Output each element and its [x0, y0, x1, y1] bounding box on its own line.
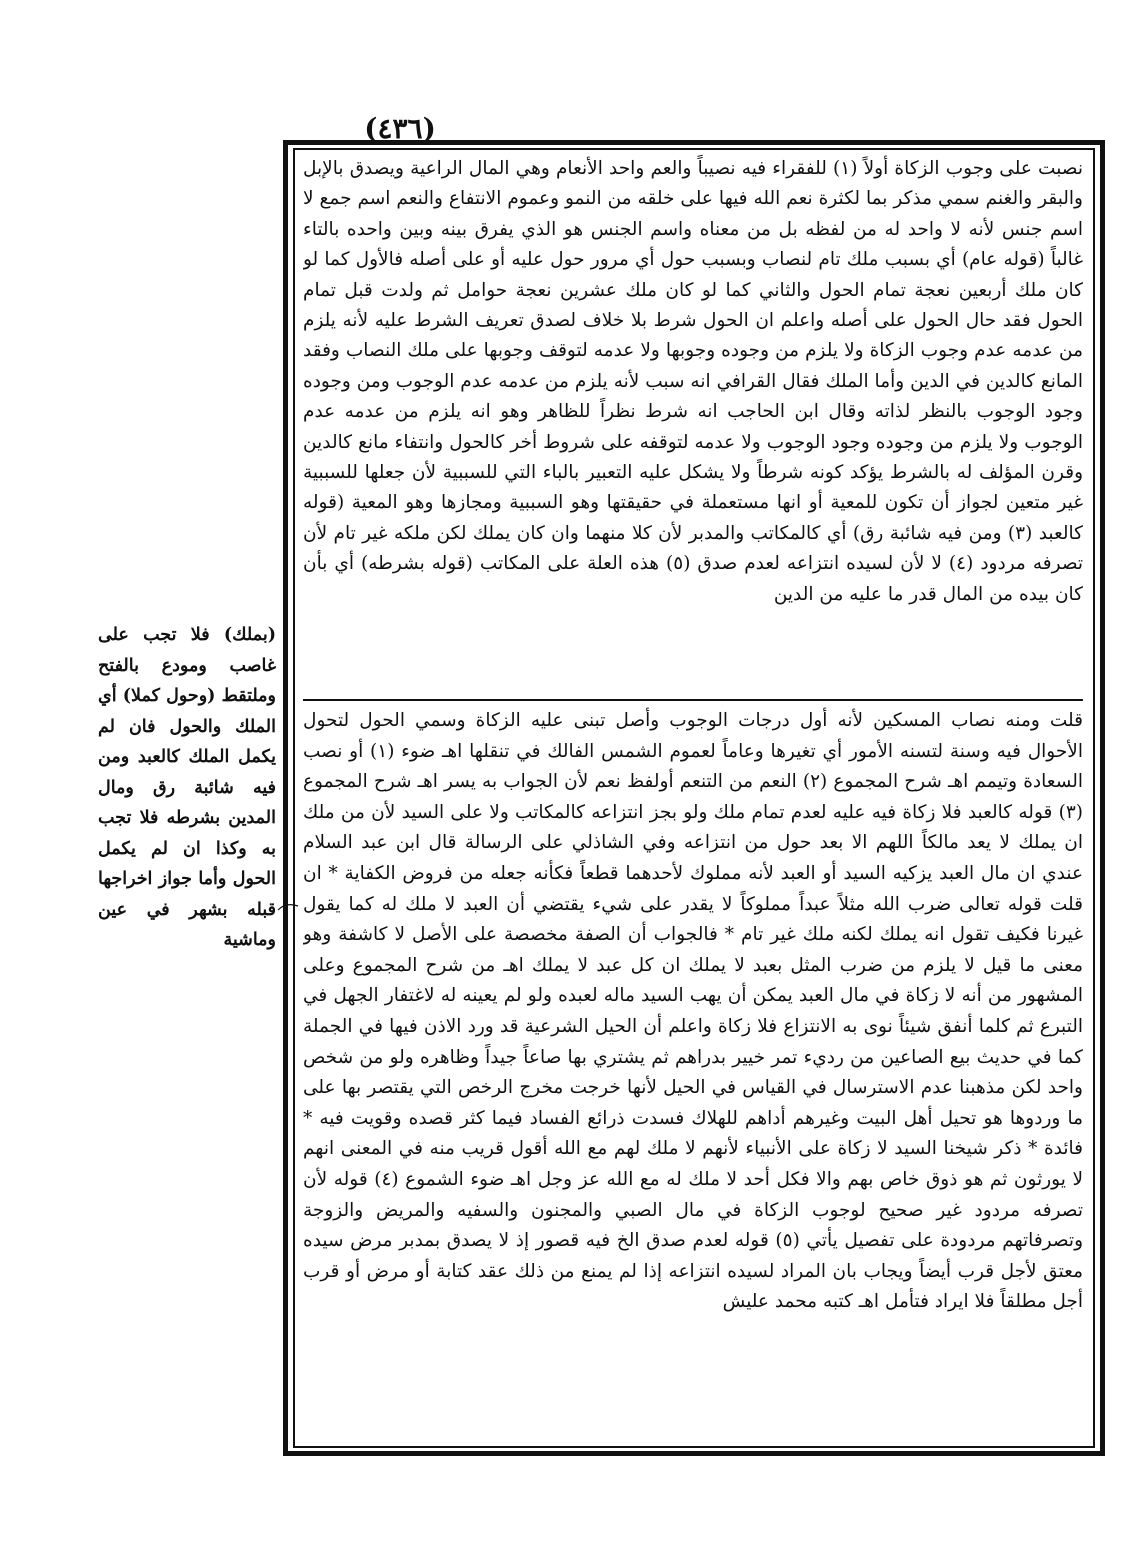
- footnotes-section: [303, 706, 1083, 1438]
- main-paragraph: نصبت على وجوب الزكاة أولاً (١) للفقراء فيه نصيباً والعم واحد الأنعام وهي المال الراعية ويصدق بالإبل والبقر والغنم سمي مذكر بما لكثرة نعم الله فيها على خلقه من النمو وعموم الانتفاع والنعم اسم جمع لا اسم جنس لأنه لا واحد له من لفظه بل من معناه واسم الجنس هو الذي يفرق بينه وبين واحده بالتاء غالباً (قوله عام) أي بسبب ملك تام لنصاب وبسبب حول أي مرور حول عليه أو على أصله فالأول كما لو كان ملك أربعين نعجة تمام الحول والثاني كما لو كان ملك عشرين نعجة حوامل ثم ولدت قبل تمام الحول فقد حال الحول على أصله واعلم ان الحول شرط بلا خلاف لصدق تعريف الشرط عليه لأنه يلزم من عدمه عدم وجوب الزكاة ولا يلزم من وجوده وجوبها ولا عدمه لتوقف وجوبها على ملك النصاب وفقد المانع كالدين في الدين وأما الملك فقال القرافي انه سبب لأنه يلزم من عدمه عدم الوجوب ومن وجوده وجود الوجوب بالنظر لذاته وقال ابن الحاجب انه شرط نظراً للظاهر وهو انه يلزم من عدمه عدم الوجوب ولا يلزم من وجوده وجود الوجوب ولا عدمه لتوقفه على شروط أخر كالحول وانتفاء مانع كالدين وقرن المؤلف له بالشرط يؤكد كونه شرطاً ولا يشكل عليه التعبير بالباء التي للسببية لأن جعلها للسببية غير متعين لجواز أن تكون للمعية أو انها مستعملة في حقيقتها وهو السببية ومجازها وهو المعية (قوله كالعبد (٣) ومن فيه شائبة رق) أي كالمكاتب والمدبر لأن كلا منهما وان كان يملك لكن ملكه غير تام لأن تصرفه مردود (٤) لا لأن لسيده انتزاعه لعدم صدق (٥) هذه العلة على المكاتب (قوله بشرطه) أي بأن كان بيده من المال قدر ما عليه من الدين: [303, 158, 1083, 605]
- margin-pointer-icon: [276, 900, 300, 920]
- margin-matn-text: (بملك) فلا تجب على غاصب ومودع بالفتح وملتقط (وحول كملا) أي الملك والحول فان لم يكمل الملك كالعبد ومن فيه شائبة رق ومال المدين بشرطه فلا تجب به وكذا ان لم يكمل الحول وأما جواز اخراجها قبله بشهر في عين وماشية: [98, 625, 276, 950]
- page-number: (٤٣٦): [364, 112, 436, 145]
- main-commentary-text: [303, 154, 1083, 688]
- footnote-divider: [303, 699, 1083, 701]
- footnote-paragraph: قلت ومنه نصاب المسكين لأنه أول درجات الوجوب وأصل تبنى عليه الزكاة وسمي الحول لتحول الأحوال فيه وسنة لتسنه الأمور أي تغيرها وعاماً لعموم الشمس الفالك في تنقلها اهـ ضوء (١) أو نصب السعادة وتيمم اهـ شرح المجموع (٢) النعم من التنعم أولفظ نعم لأن الجواب به يسر اهـ شرح المجموع (٣) قوله كالعبد فلا زكاة فيه عليه لعدم تمام ملك ولو بجز انتزاعه كالمكاتب ولا على السيد لأن من ملك ان يملك لا يعد مالكاً اللهم الا بعد حول من انتزاعه وفي الشاذلي على الرسالة قال ابن عبد السلام عندي ان مال العبد يزكيه السيد أو العبد لأنه مملوك لأحدهما قطعاً فكأنه جعله من فروض الكفاية * ان قلت قوله تعالى ضرب الله مثلاً عبداً مملوكاً لا يقدر على شيء يقتضي أن العبد لا ملك له كما يقول غيرنا فكيف تقول انه يملك لكنه ملك غير تام * فالجواب أن الصفة مخصصة على الأصل لا كاشفة وهو معنى ما قيل لا يلزم من ضرب المثل بعبد لا يملك ان كل عبد لا يملك اهـ من شرح المجموع وعلى المشهور من أنه لا زكاة في مال العبد يمكن أن يهب السيد ماله لعبده ولو لم يعينه له لاغتفار الجهل في التبرع ثم كلما أنفق شيئاً نوى به الانتزاع فلا زكاة واعلم أن الحيل الشرعية قد ورد الاذن فيها في الجملة كما في حديث بيع الصاعين من رديء تمر خيير بدراهم ثم يشتري بها صاعاً جيداً وظاهره ولو من شخص واحد لكن مذهبنا عدم الاسترسال في القياس في الحيل لأنها خرجت مخرج الرخص التي يقتصر بها على ما وردوها هو تحيل أهل البيت وغيرهم أداهم للهلاك فسدت ذرائع الفساد فيما كثر قصده وقويت فيه * فائدة * ذكر شيخنا السيد لا زكاة على الأنبياء لأنهم لا ملك لهم مع الله أقول قريب منه في المعنى انهم لا يورثون ثم هو ذوق خاص بهم والا فكل أحد لا ملك له مع الله عز وجل اهـ ضوء الشموع (٤) قوله لأن تصرفه مردود غير صحيح لوجوب الزكاة في مال الصبي والمجنون والسفيه والمريض والزوجة وتصرفاتهم مردودة على تفصيل يأتي (٥) قوله لعدم صدق الخ فيه قصور إذ لا يصدق بمدبر مرض سيده معتق لأجل قرب أيضاً ويجاب بان المراد لسيده انتزاعه إذا لم يمنع من ذلك عقد كتابة أو مرض أو قرب أجل مطلقاً فلا ايراد فتأمل اهـ كتبه محمد عليش: [303, 710, 1083, 1313]
